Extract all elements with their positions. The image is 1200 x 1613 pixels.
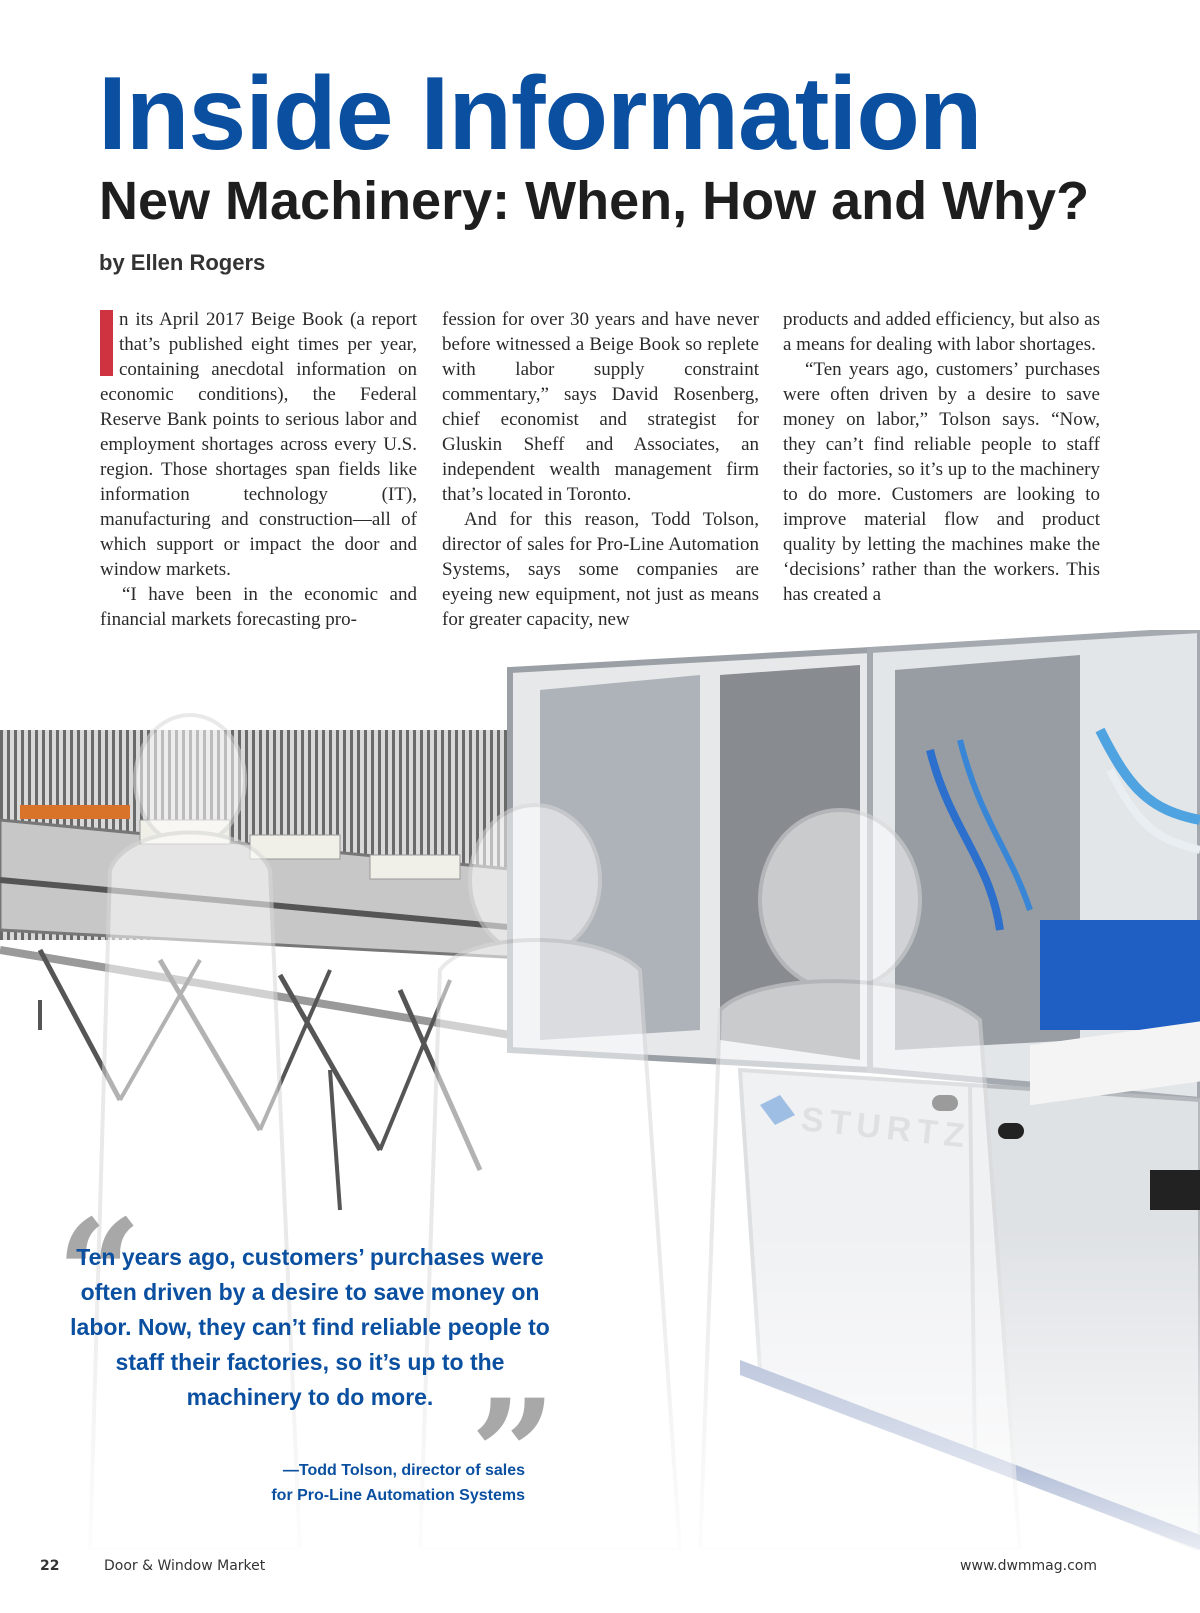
article-headline: New Machinery: When, How and Why? xyxy=(99,171,1090,231)
paragraph: And for this reason, Todd Tolson, director of sales for Pro-Line Automation Systems, says some companies are eyeing new equipment, not just as means for greater capacity, new xyxy=(442,509,759,630)
open-quote-icon: “ xyxy=(56,1187,143,1363)
white-block xyxy=(370,855,460,879)
pull-quote-attribution xyxy=(200,1458,525,1508)
article-column-2 xyxy=(442,307,759,632)
attribution-line: for Pro-Line Automation Systems xyxy=(271,1487,525,1504)
blue-motor xyxy=(1040,920,1200,1030)
byline: by Ellen Rogers xyxy=(99,250,266,275)
white-block xyxy=(250,835,340,859)
pull-quote: Ten years ago, customers’ purchases were often driven by a desire to save money on labor. Now, they can’t find reliable people to staff their factories, so it’s up to the machinery to do more. xyxy=(70,1244,550,1410)
orange-rail xyxy=(20,805,130,819)
dropcap-marker xyxy=(100,310,113,376)
website-link[interactable]: www.dwmmag.com xyxy=(960,1558,1097,1574)
paragraph: n its April 2017 Beige Book (a report that’s published eight times per year, containing anecdotal information on economic conditions), the Federal Reserve Bank points to serious labor and employment shortages across every U.S. region. Those shortages span fields like information technology (IT), manufacturing and construction—all of which support or impact the door and window markets. xyxy=(100,309,417,580)
close-quote-icon: ” xyxy=(470,1367,557,1543)
attribution-line: —Todd Tolson, director of sales xyxy=(282,1462,525,1479)
page-title: Inside Information xyxy=(98,56,982,172)
page-number: 22 xyxy=(40,1558,60,1574)
paragraph: “Ten years ago, customers’ purchases were often driven by a desire to save money on labor,” Tolson says. “Now, they can’t find reliable people to staff their factories, so it’s up to the machinery to do more. Customers are looking to improve material flow and product quality by letting the machines make the ‘decisions’ rather than the workers. This has created a xyxy=(783,359,1100,605)
article-column-3 xyxy=(783,307,1100,607)
keyboard xyxy=(1150,1170,1200,1210)
article-column-1 xyxy=(100,307,417,632)
paragraph: fession for over 30 years and have never before witnessed a Beige Book so replete with labor supply constraint commentary,” says David Rosenberg, chief economist and strategist for Gluskin Sheff and Associates, an independent wealth management firm that’s located in Toronto. xyxy=(442,309,759,505)
paragraph: “I have been in the economic and financial markets forecasting pro- xyxy=(100,584,417,630)
paragraph: products and added efficiency, but also as a means for dealing with labor shortages. xyxy=(783,309,1100,355)
magazine-name: Door & Window Market xyxy=(104,1558,266,1574)
